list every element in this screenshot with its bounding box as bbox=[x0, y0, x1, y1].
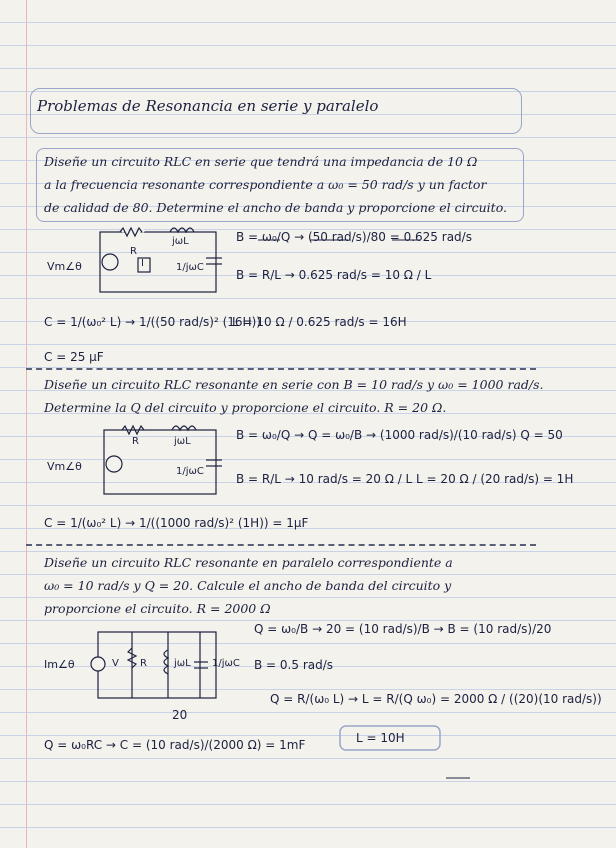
circuit1-c-label: 1/jωC bbox=[176, 262, 204, 273]
separator-1 bbox=[26, 368, 536, 370]
problem3-eq-inductance: Q = R/(ω₀ L) → L = R/(Q ω₀) = 2000 Ω / ((20)(10 rad/s)) bbox=[270, 692, 602, 706]
circuit2-r-label: R bbox=[132, 436, 139, 447]
problem2-eq-capacitance: C = 1/(ω₀² L) → 1/((1000 rad/s)² (1H)) = 1μF bbox=[44, 516, 309, 530]
problem1-eq-capacitance: C = 1/(ω₀² L) → 1/((50 rad/s)² (16H)) bbox=[44, 315, 261, 329]
circuit1-source-label: Vm∠θ bbox=[47, 260, 82, 273]
page-title: Problemas de Resonancia en serie y paralelo bbox=[37, 97, 379, 115]
problem1-eq-inductance: L = 10 Ω / 0.625 rad/s = 16H bbox=[232, 315, 407, 329]
problem1-eq-bandwidth-q: B = ω₀/Q → (50 rad/s)/80 = 0.625 rad/s bbox=[236, 230, 472, 244]
problem1-result: C = 25 μF bbox=[44, 350, 104, 364]
problem3-twenty: 20 bbox=[172, 708, 188, 722]
problem1-eq-bandwidth-rl: B = R/L → 0.625 rad/s = 10 Ω / L bbox=[236, 268, 432, 282]
circuit3-c-label: 1/jωC bbox=[212, 658, 240, 669]
circuit3-source-label: Im∠θ bbox=[44, 658, 75, 671]
circuit1-series-rlc bbox=[100, 228, 222, 292]
problem3-line2: ω₀ = 10 rad/s y Q = 20. Calcule el ancho de banda del circuito y bbox=[44, 578, 452, 593]
problem3-result-bandwidth: B = 0.5 rad/s bbox=[254, 658, 334, 672]
problem3-line1: Diseñe un circuito RLC resonante en paralelo correspondiente a bbox=[44, 555, 453, 570]
circuit2-source-label: Vm∠θ bbox=[47, 460, 82, 473]
circuit3-l-label: jωL bbox=[174, 658, 191, 669]
problem3-eq-capacitance: Q = ω₀RC → C = (10 rad/s)/(2000 Ω) = 1mF bbox=[44, 738, 306, 752]
problem2-eq-inductance: B = R/L → 10 rad/s = 20 Ω / L L = 20 Ω / (20 rad/s) = 1H bbox=[236, 472, 574, 486]
circuit1-r-label: R bbox=[130, 246, 137, 257]
circuit2-series-rlc bbox=[104, 426, 222, 494]
problem3-line3: proporcione el circuito. R = 2000 Ω bbox=[44, 601, 271, 616]
circuit3-r-label: R bbox=[140, 658, 147, 669]
problem1-line3: de calidad de 80. Determine el ancho de banda y proporcione el circuito. bbox=[44, 200, 507, 215]
problem3-result-inductance: L = 10H bbox=[356, 731, 405, 745]
circuit3-parallel-rlc bbox=[91, 632, 216, 698]
problem2-line2: Determine la Q del circuito y proporcione el circuito. R = 20 Ω. bbox=[44, 400, 447, 415]
circuit1-l-label: jωL bbox=[172, 236, 189, 247]
problem1-line1: Diseñe un circuito RLC en serie que tendrá una impedancia de 10 Ω bbox=[44, 154, 478, 169]
separator-2 bbox=[26, 544, 536, 546]
circuit1-current-label: I bbox=[141, 258, 144, 269]
problem2-line1: Diseñe un circuito RLC resonante en serie con B = 10 rad/s y ω₀ = 1000 rad/s. bbox=[44, 377, 544, 392]
problem1-line2: a la frecuencia resonante correspondiente a ω₀ = 50 rad/s y un factor bbox=[44, 177, 487, 192]
circuit2-l-label: jωL bbox=[174, 436, 191, 447]
circuit2-c-label: 1/jωC bbox=[176, 466, 204, 477]
circuit3-v-label: V bbox=[112, 658, 119, 669]
problem2-eq-quality: B = ω₀/Q → Q = ω₀/B → (1000 rad/s)/(10 rad/s) Q = 50 bbox=[236, 428, 563, 442]
problem3-eq-bandwidth: Q = ω₀/B → 20 = (10 rad/s)/B → B = (10 rad/s)/20 bbox=[254, 622, 552, 636]
